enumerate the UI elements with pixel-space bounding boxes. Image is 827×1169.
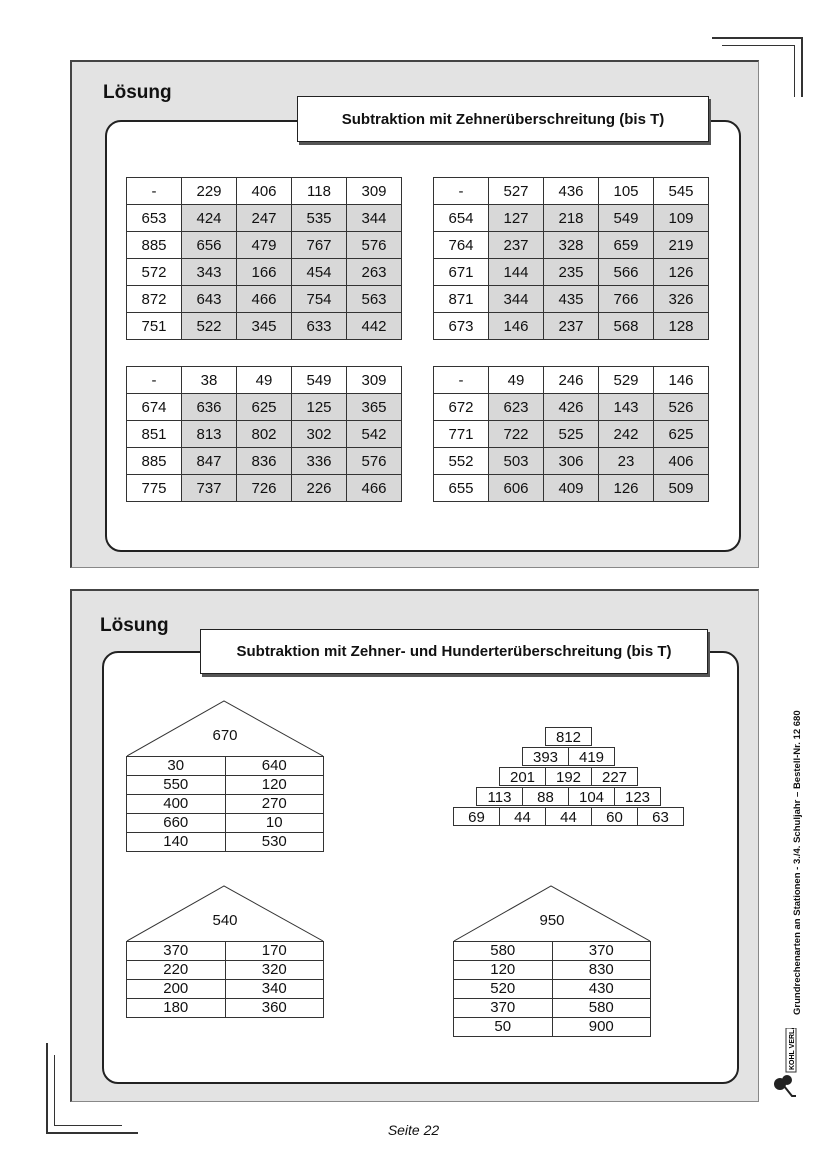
house-cell: 270: [225, 795, 324, 814]
result-cell: 847: [182, 448, 237, 475]
house-cell: 140: [127, 833, 226, 852]
result-cell: 606: [489, 475, 544, 502]
result-cell: 424: [182, 205, 237, 232]
result-cell: 767: [292, 232, 347, 259]
result-cell: 535: [292, 205, 347, 232]
house-cell: 580: [552, 999, 651, 1018]
header-cell: 406: [237, 178, 292, 205]
house-cell: 520: [454, 980, 553, 999]
result-cell: 143: [599, 394, 654, 421]
result-cell: 466: [347, 475, 402, 502]
result-cell: 525: [544, 421, 599, 448]
house-row: [127, 961, 324, 980]
result-cell: 549: [599, 205, 654, 232]
subtraction-table: [433, 177, 709, 340]
result-cell: 568: [599, 313, 654, 340]
table-row: [127, 286, 402, 313]
result-cell: 237: [489, 232, 544, 259]
panel-title: Subtraktion mit Zehnerüberschreitung (bis T): [297, 96, 709, 142]
house-cell: 120: [225, 776, 324, 795]
result-cell: 563: [347, 286, 402, 313]
table-row: [434, 475, 709, 502]
pyramid-brick: 393: [522, 747, 569, 766]
house-cell: 370: [127, 942, 226, 961]
result-cell: 722: [489, 421, 544, 448]
table-row: [127, 448, 402, 475]
result-cell: 656: [182, 232, 237, 259]
page-number: Seite 22: [387, 1122, 440, 1138]
house-cell: 400: [127, 795, 226, 814]
number-house: [126, 700, 324, 852]
corner-line: [712, 37, 803, 39]
house-cell: 370: [454, 999, 553, 1018]
result-cell: 126: [654, 259, 709, 286]
result-cell: 522: [182, 313, 237, 340]
minuend-cell: 872: [127, 286, 182, 313]
house-row: [127, 833, 324, 852]
minuend-cell: 764: [434, 232, 489, 259]
result-cell: 226: [292, 475, 347, 502]
house-cell: 580: [454, 942, 553, 961]
pyramid-brick: 812: [545, 727, 592, 746]
result-cell: 435: [544, 286, 599, 313]
house-row: [127, 980, 324, 999]
header-cell: -: [127, 178, 182, 205]
header-cell: 118: [292, 178, 347, 205]
result-cell: 454: [292, 259, 347, 286]
panel-title: Subtraktion mit Zehner- und Hunderterüberschreitung (bis T): [200, 629, 708, 674]
pyramid-brick: 201: [499, 767, 546, 786]
result-cell: 302: [292, 421, 347, 448]
minuend-cell: 572: [127, 259, 182, 286]
result-cell: 503: [489, 448, 544, 475]
house-cell: 340: [225, 980, 324, 999]
number-house: [126, 885, 324, 1018]
table-row: [127, 232, 402, 259]
result-cell: 836: [237, 448, 292, 475]
header-cell: 436: [544, 178, 599, 205]
table-row: [127, 475, 402, 502]
minuend-cell: 771: [434, 421, 489, 448]
result-cell: 406: [654, 448, 709, 475]
house-cell: 50: [454, 1018, 553, 1037]
table-row: [127, 313, 402, 340]
result-cell: 109: [654, 205, 709, 232]
pyramid-brick: 104: [568, 787, 615, 806]
result-cell: 623: [489, 394, 544, 421]
result-cell: 426: [544, 394, 599, 421]
table-row: [434, 232, 709, 259]
minuend-cell: 671: [434, 259, 489, 286]
result-cell: 526: [654, 394, 709, 421]
result-cell: 219: [654, 232, 709, 259]
result-cell: 237: [544, 313, 599, 340]
house-cell: 660: [127, 814, 226, 833]
header-cell: 549: [292, 367, 347, 394]
header-cell: -: [434, 367, 489, 394]
house-cell: 530: [225, 833, 324, 852]
minuend-cell: 654: [434, 205, 489, 232]
house-row: [127, 757, 324, 776]
result-cell: 144: [489, 259, 544, 286]
minuend-cell: 885: [127, 448, 182, 475]
pyramid-brick: 44: [545, 807, 592, 826]
roof-number: 950: [539, 912, 565, 929]
result-cell: 218: [544, 205, 599, 232]
house-cell: 120: [454, 961, 553, 980]
result-cell: 442: [347, 313, 402, 340]
result-cell: 242: [599, 421, 654, 448]
house-table: [126, 941, 324, 1018]
header-cell: -: [434, 178, 489, 205]
result-cell: 127: [489, 205, 544, 232]
panel-heading: Lösung: [103, 82, 172, 103]
result-cell: 633: [292, 313, 347, 340]
result-cell: 126: [599, 475, 654, 502]
result-cell: 328: [544, 232, 599, 259]
table-header-row: [434, 367, 709, 394]
table-row: [127, 394, 402, 421]
table-row: [434, 205, 709, 232]
house-row: [127, 814, 324, 833]
corner-line: [54, 1055, 55, 1125]
result-cell: 643: [182, 286, 237, 313]
house-cell: 640: [225, 757, 324, 776]
house-cell: 170: [225, 942, 324, 961]
house-row: [127, 776, 324, 795]
table-header-row: [127, 178, 402, 205]
result-cell: 625: [237, 394, 292, 421]
house-row: [454, 961, 651, 980]
table-row: [127, 205, 402, 232]
corner-line: [794, 45, 795, 97]
house-cell: 900: [552, 1018, 651, 1037]
minuend-cell: 672: [434, 394, 489, 421]
pyramid-brick: 60: [591, 807, 638, 826]
publisher-logo: [770, 1028, 800, 1098]
minuend-cell: 653: [127, 205, 182, 232]
roof-number: 670: [212, 727, 238, 744]
result-cell: 542: [347, 421, 402, 448]
subtraction-table: [126, 177, 402, 340]
result-cell: 344: [347, 205, 402, 232]
subtraction-table: [126, 366, 402, 502]
result-cell: 726: [237, 475, 292, 502]
result-cell: 306: [544, 448, 599, 475]
house-row: [454, 999, 651, 1018]
house-cell: 360: [225, 999, 324, 1018]
header-cell: 529: [599, 367, 654, 394]
number-house: [453, 885, 651, 1037]
house-cell: 320: [225, 961, 324, 980]
result-cell: 166: [237, 259, 292, 286]
header-cell: 309: [347, 367, 402, 394]
result-cell: 247: [237, 205, 292, 232]
corner-line: [722, 45, 794, 46]
house-cell: 180: [127, 999, 226, 1018]
corner-line: [801, 37, 803, 97]
minuend-cell: 673: [434, 313, 489, 340]
header-cell: -: [127, 367, 182, 394]
pyramid-brick: 419: [568, 747, 615, 766]
header-cell: 229: [182, 178, 237, 205]
header-cell: 545: [654, 178, 709, 205]
house-cell: 10: [225, 814, 324, 833]
result-cell: 409: [544, 475, 599, 502]
result-cell: 813: [182, 421, 237, 448]
house-cell: 370: [552, 942, 651, 961]
result-cell: 566: [599, 259, 654, 286]
result-cell: 235: [544, 259, 599, 286]
house-row: [454, 980, 651, 999]
order-info: Grundrechenarten an Stationen - 3./4. Schuljahr – Bestell-Nr. 12 680: [792, 710, 803, 1015]
house-cell: 830: [552, 961, 651, 980]
pyramid-brick: 44: [499, 807, 546, 826]
result-cell: 343: [182, 259, 237, 286]
minuend-cell: 751: [127, 313, 182, 340]
header-cell: 246: [544, 367, 599, 394]
result-cell: 479: [237, 232, 292, 259]
house-row: [127, 999, 324, 1018]
result-cell: 365: [347, 394, 402, 421]
result-cell: 754: [292, 286, 347, 313]
house-row: [127, 942, 324, 961]
result-cell: 344: [489, 286, 544, 313]
table-row: [434, 448, 709, 475]
house-row: [454, 942, 651, 961]
pyramid-brick: 63: [637, 807, 684, 826]
minuend-cell: 552: [434, 448, 489, 475]
result-cell: 576: [347, 232, 402, 259]
result-cell: 128: [654, 313, 709, 340]
house-row: [127, 795, 324, 814]
header-cell: 49: [489, 367, 544, 394]
pyramid-brick: 88: [522, 787, 569, 806]
pyramid-brick: 192: [545, 767, 592, 786]
result-cell: 125: [292, 394, 347, 421]
house-cell: 30: [127, 757, 226, 776]
house-cell: 430: [552, 980, 651, 999]
house-table: [126, 756, 324, 852]
table-row: [434, 421, 709, 448]
result-cell: 737: [182, 475, 237, 502]
header-cell: 527: [489, 178, 544, 205]
table-row: [127, 421, 402, 448]
minuend-cell: 885: [127, 232, 182, 259]
result-cell: 263: [347, 259, 402, 286]
result-cell: 766: [599, 286, 654, 313]
result-cell: 345: [237, 313, 292, 340]
subtraction-table: [433, 366, 709, 502]
minuend-cell: 674: [127, 394, 182, 421]
result-cell: 509: [654, 475, 709, 502]
minuend-cell: 655: [434, 475, 489, 502]
table-row: [434, 313, 709, 340]
corner-line: [46, 1043, 48, 1133]
result-cell: 625: [654, 421, 709, 448]
result-cell: 466: [237, 286, 292, 313]
header-cell: 309: [347, 178, 402, 205]
header-cell: 146: [654, 367, 709, 394]
table-row: [434, 286, 709, 313]
result-cell: 659: [599, 232, 654, 259]
table-row: [434, 394, 709, 421]
table-header-row: [434, 178, 709, 205]
table-header-row: [127, 367, 402, 394]
table-row: [127, 259, 402, 286]
pyramid-brick: 227: [591, 767, 638, 786]
house-table: [453, 941, 651, 1037]
house-cell: 200: [127, 980, 226, 999]
house-cell: 550: [127, 776, 226, 795]
header-cell: 105: [599, 178, 654, 205]
minuend-cell: 851: [127, 421, 182, 448]
result-cell: 146: [489, 313, 544, 340]
panel-heading: Lösung: [100, 615, 169, 636]
minuend-cell: 871: [434, 286, 489, 313]
house-cell: 220: [127, 961, 226, 980]
pyramid-brick: 69: [453, 807, 500, 826]
house-row: [454, 1018, 651, 1037]
minuend-cell: 775: [127, 475, 182, 502]
roof-number: 540: [212, 912, 238, 929]
header-cell: 49: [237, 367, 292, 394]
header-cell: 38: [182, 367, 237, 394]
result-cell: 326: [654, 286, 709, 313]
pyramid-brick: 113: [476, 787, 523, 806]
svg-text:KOHL VERLAG: KOHL VERLAG: [789, 1028, 796, 1070]
result-cell: 802: [237, 421, 292, 448]
result-cell: 636: [182, 394, 237, 421]
pyramid-brick: 123: [614, 787, 661, 806]
result-cell: 576: [347, 448, 402, 475]
result-cell: 23: [599, 448, 654, 475]
result-cell: 336: [292, 448, 347, 475]
table-row: [434, 259, 709, 286]
